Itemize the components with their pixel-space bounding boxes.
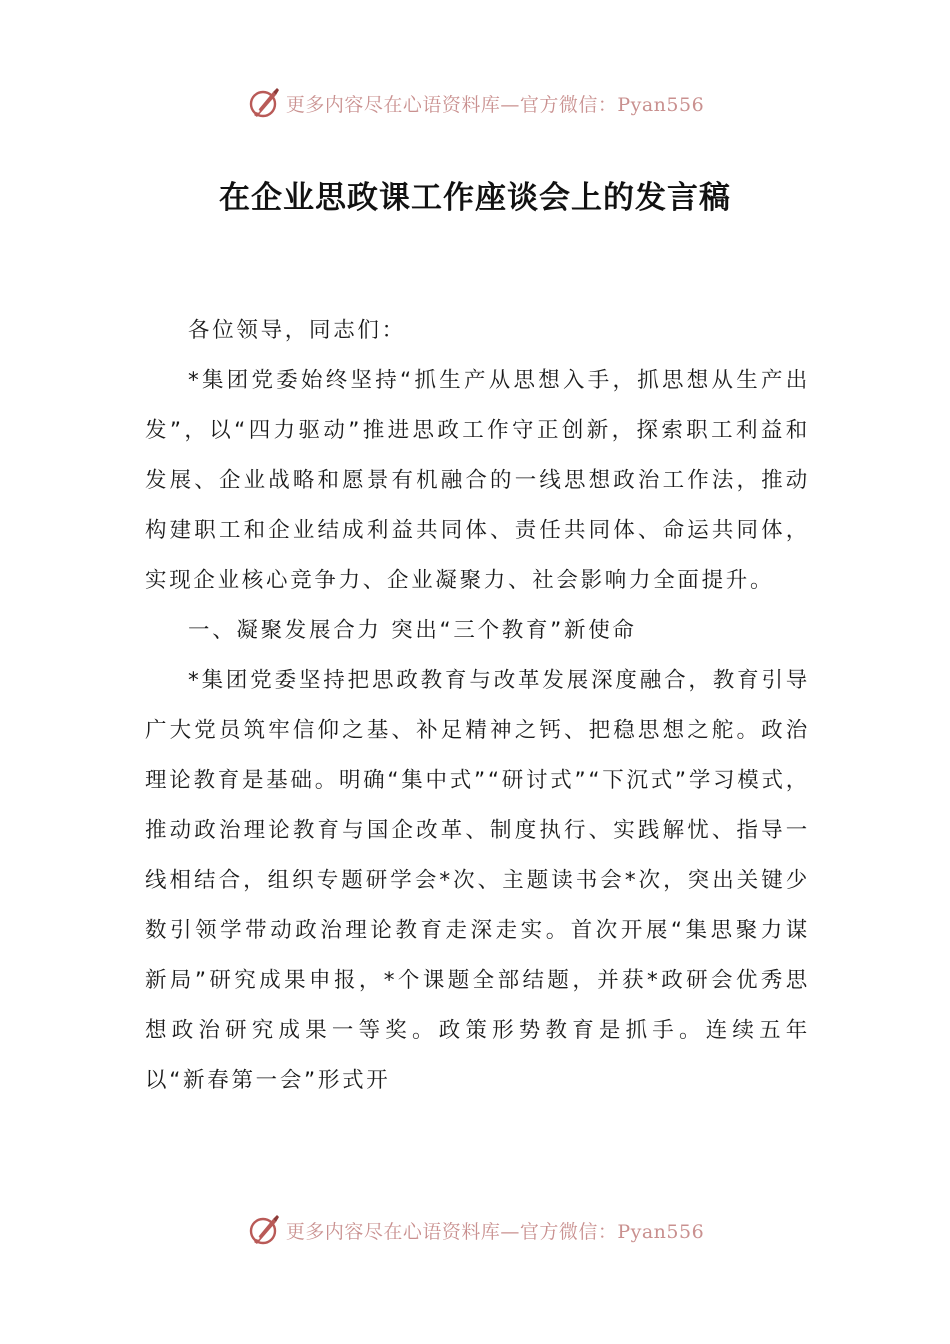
document-body bbox=[145, 306, 810, 1106]
salutation: 各位领导，同志们： bbox=[188, 318, 406, 343]
document-title: 在企业思政课工作座谈会上的发言稿 bbox=[219, 180, 731, 216]
section-paragraph: *集团党委坚持把思政教育与改革发展深度融合，教育引导广大党员筑牢信仰之基、补足精神之钙、把稳思想之舵。政治理论教育是基础。明确“集中式”“研讨式”“下沉式”学习模式，推动政治理论教育与国企改革、制度执行、实践解忧、指导一线相结合，组织专题研学会*次、主题读书会*次，突出关键少数引领学带动政治理论教育走深走实。首次开展“集思聚力谋新局”研究成果申报，*个课题全部结题，并获*政研会优秀思想政治研究成果一等奖。政策形势教育是抓手。连续五年以“新春第一会”形式开 bbox=[145, 668, 810, 1093]
section-heading: 一、凝聚发展合力 突出“三个教育”新使命 bbox=[188, 618, 637, 643]
intro-paragraph: *集团党委始终坚持“抓生产从思想入手，抓思想从生产出发”，以“四力驱动”推进思政工作守正创新，探索职工利益和发展、企业战略和愿景有机融合的一线思想政治工作法，推动构建职工和企业结成利益共同体、责任共同体、命运共同体，实现企业核心竞争力、企业凝聚力、社会影响力全面提升。 bbox=[145, 368, 810, 593]
header-watermark bbox=[0, 83, 950, 123]
pen-logo-icon bbox=[246, 1212, 282, 1248]
pen-logo-icon bbox=[246, 85, 282, 121]
watermark-text: 更多内容尽在心语资料库—官方微信：Pyan556 bbox=[285, 93, 705, 116]
watermark-text: 更多内容尽在心语资料库—官方微信：Pyan556 bbox=[285, 1220, 705, 1243]
footer-watermark bbox=[0, 1210, 950, 1250]
